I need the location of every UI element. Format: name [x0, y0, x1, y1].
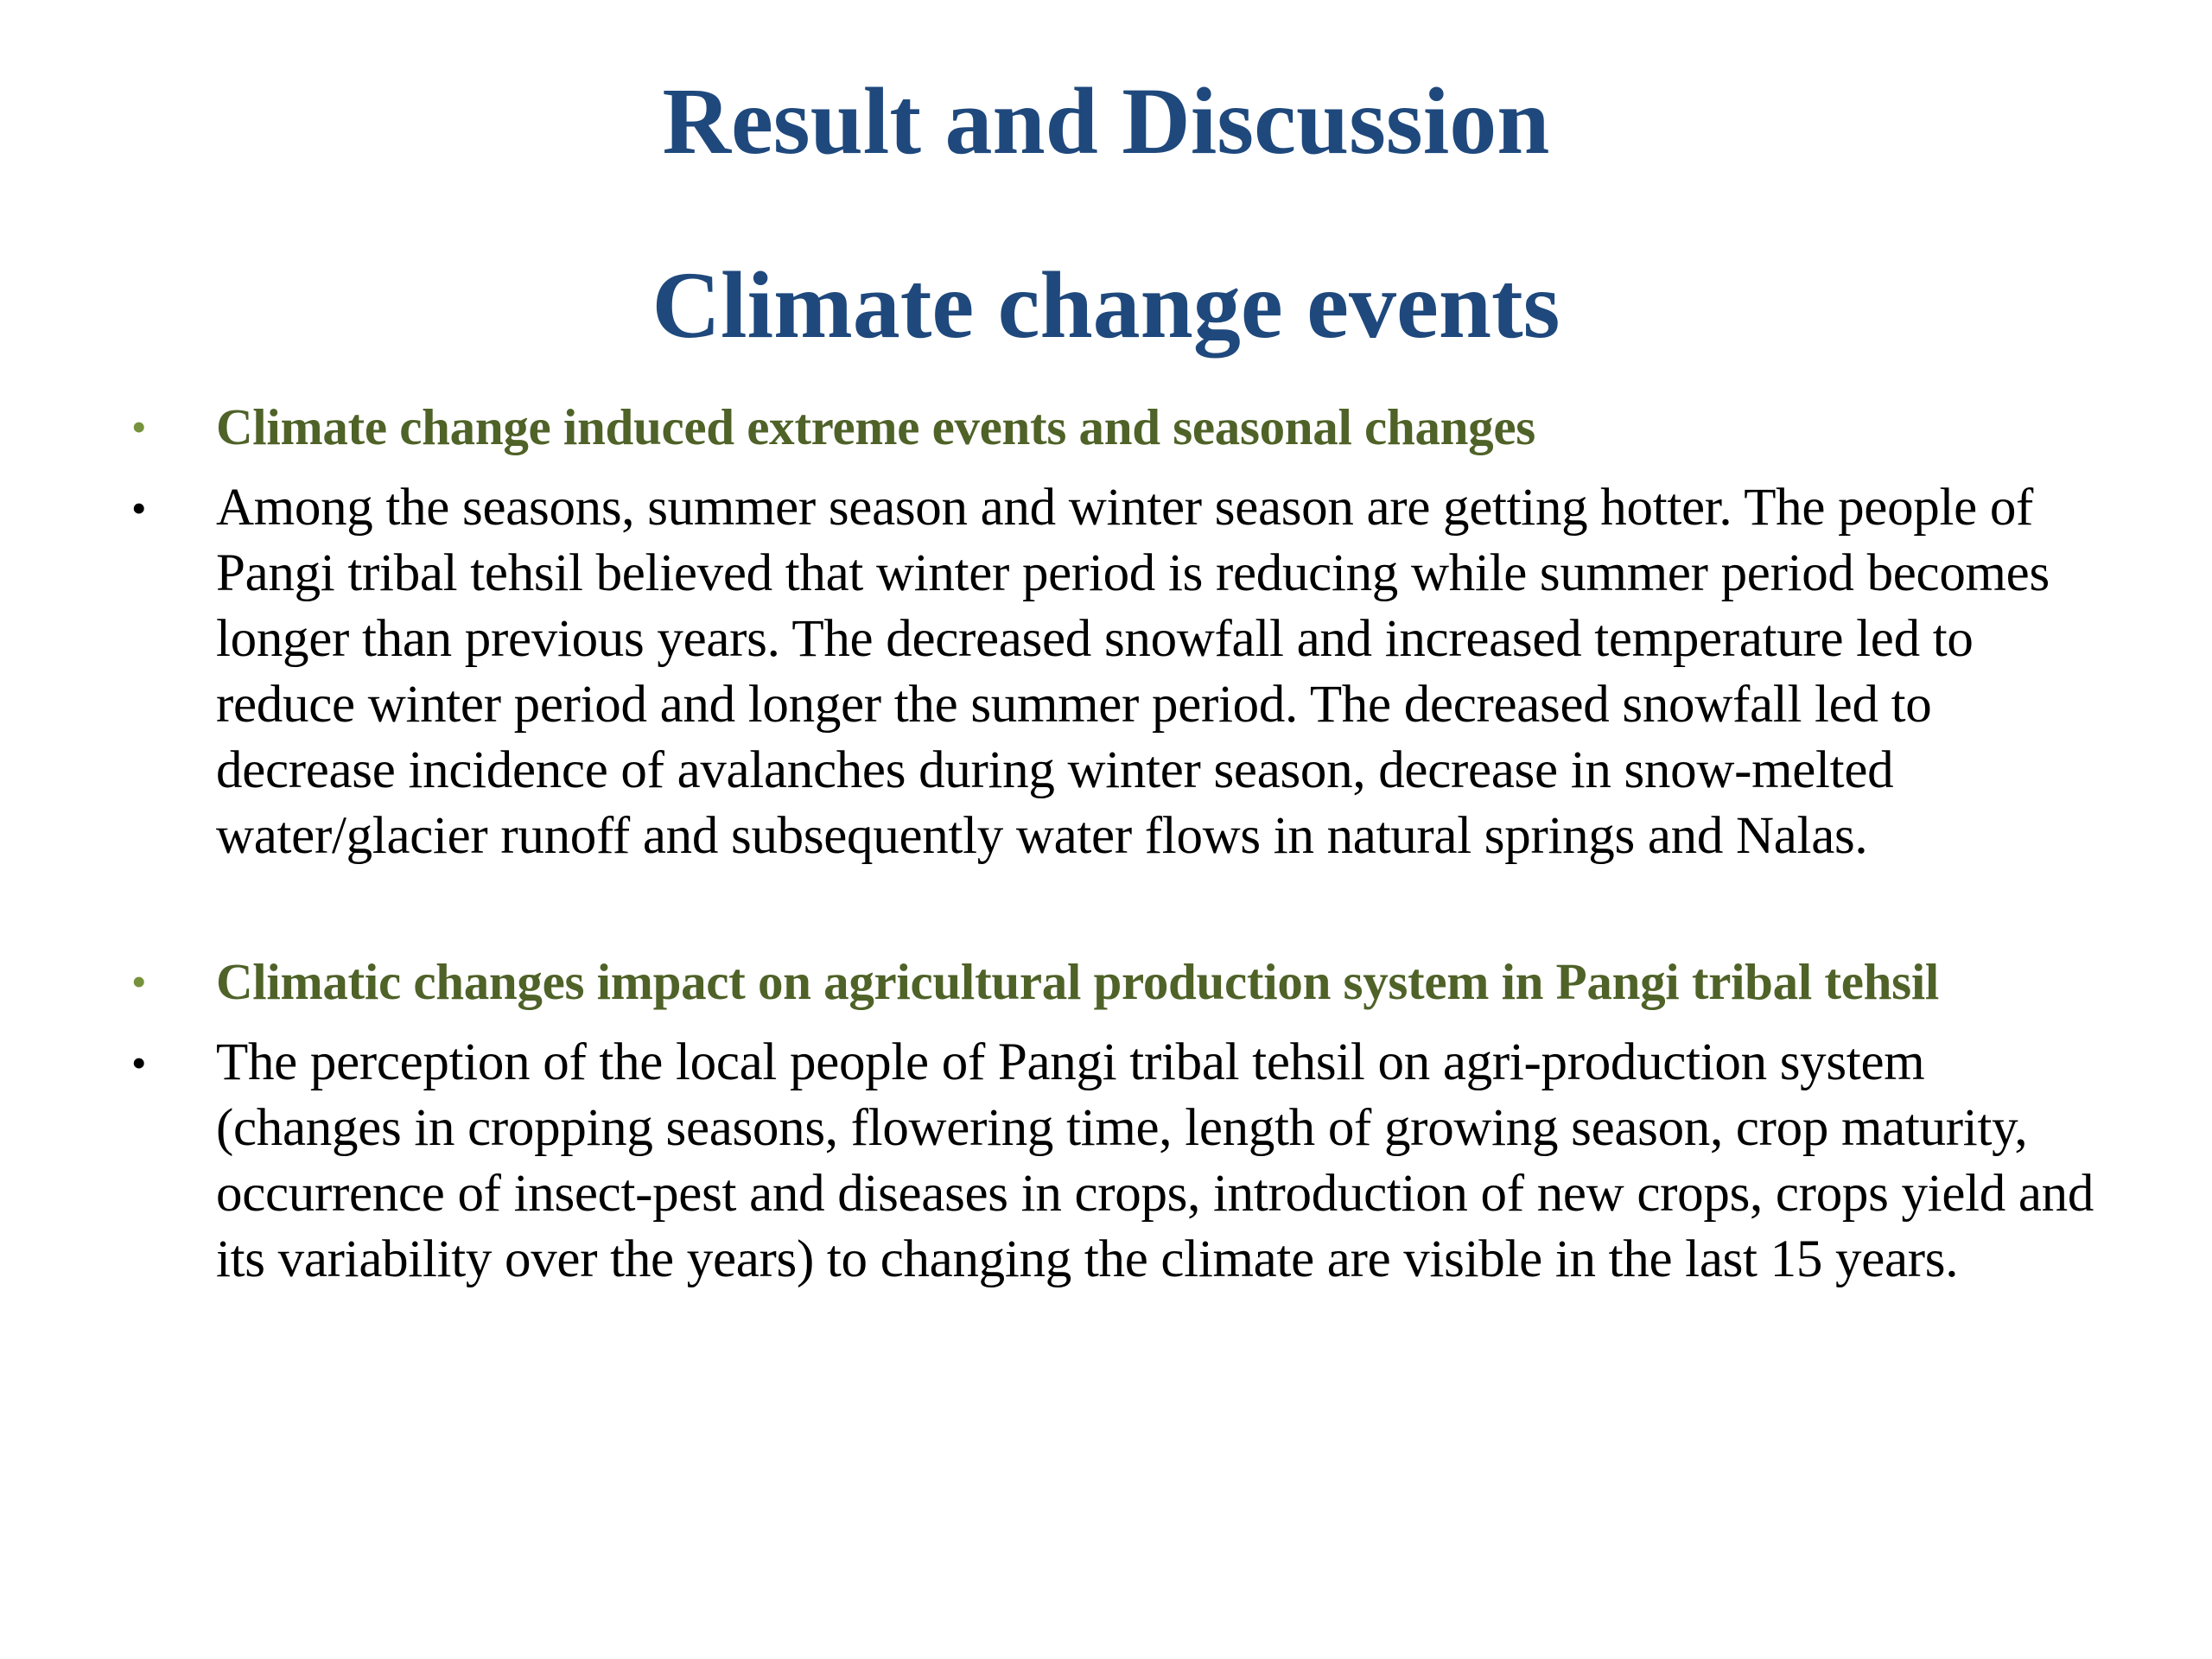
bullet-dot-icon: •	[131, 957, 147, 1006]
bullet-perception-paragraph	[131, 1030, 2117, 1293]
bullet-dot-icon: •	[131, 484, 147, 532]
bullet-body-text: The perception of the local people of Pangi tribal tehsil on agri-production system (changes in cropping seasons, flowering time, length of growing season, crop maturity, occurrence of insect-pest and diseases in crops, introduction of new crops, crops yield and its variability over the years) to changing the climate are visible in the last 15 years.	[216, 1033, 2094, 1288]
slide-title: Result and Discussion	[662, 68, 1550, 174]
bullet-heading-extreme-events	[131, 394, 2117, 460]
slide-subtitle: Climate change events	[652, 252, 1560, 358]
bullet-heading-agri-impact	[131, 949, 2117, 1014]
bullet-dot-icon: •	[131, 1039, 147, 1087]
bullet-seasons-paragraph	[131, 475, 2117, 869]
bullet-heading-text: Climate change induced extreme events and seasonal changes	[216, 398, 1535, 455]
bullet-dot-icon: •	[131, 403, 147, 451]
bullet-heading-text: Climatic changes impact on agricultural production system in Pangi tribal tehsil	[216, 953, 1940, 1010]
bullet-body-text: Among the seasons, summer season and winter season are getting hotter. The people of Pangi tribal tehsil believed that winter period is reducing while summer period becomes longer than previous years. The decreased snowfall and increased temperature led to reduce winter period and longer the summer period. The decreased snowfall led to decrease incidence of avalanches during winter season, decrease in snow-melted water/glacier runoff and subsequently water flows in natural springs and Nalas.	[216, 479, 2050, 865]
